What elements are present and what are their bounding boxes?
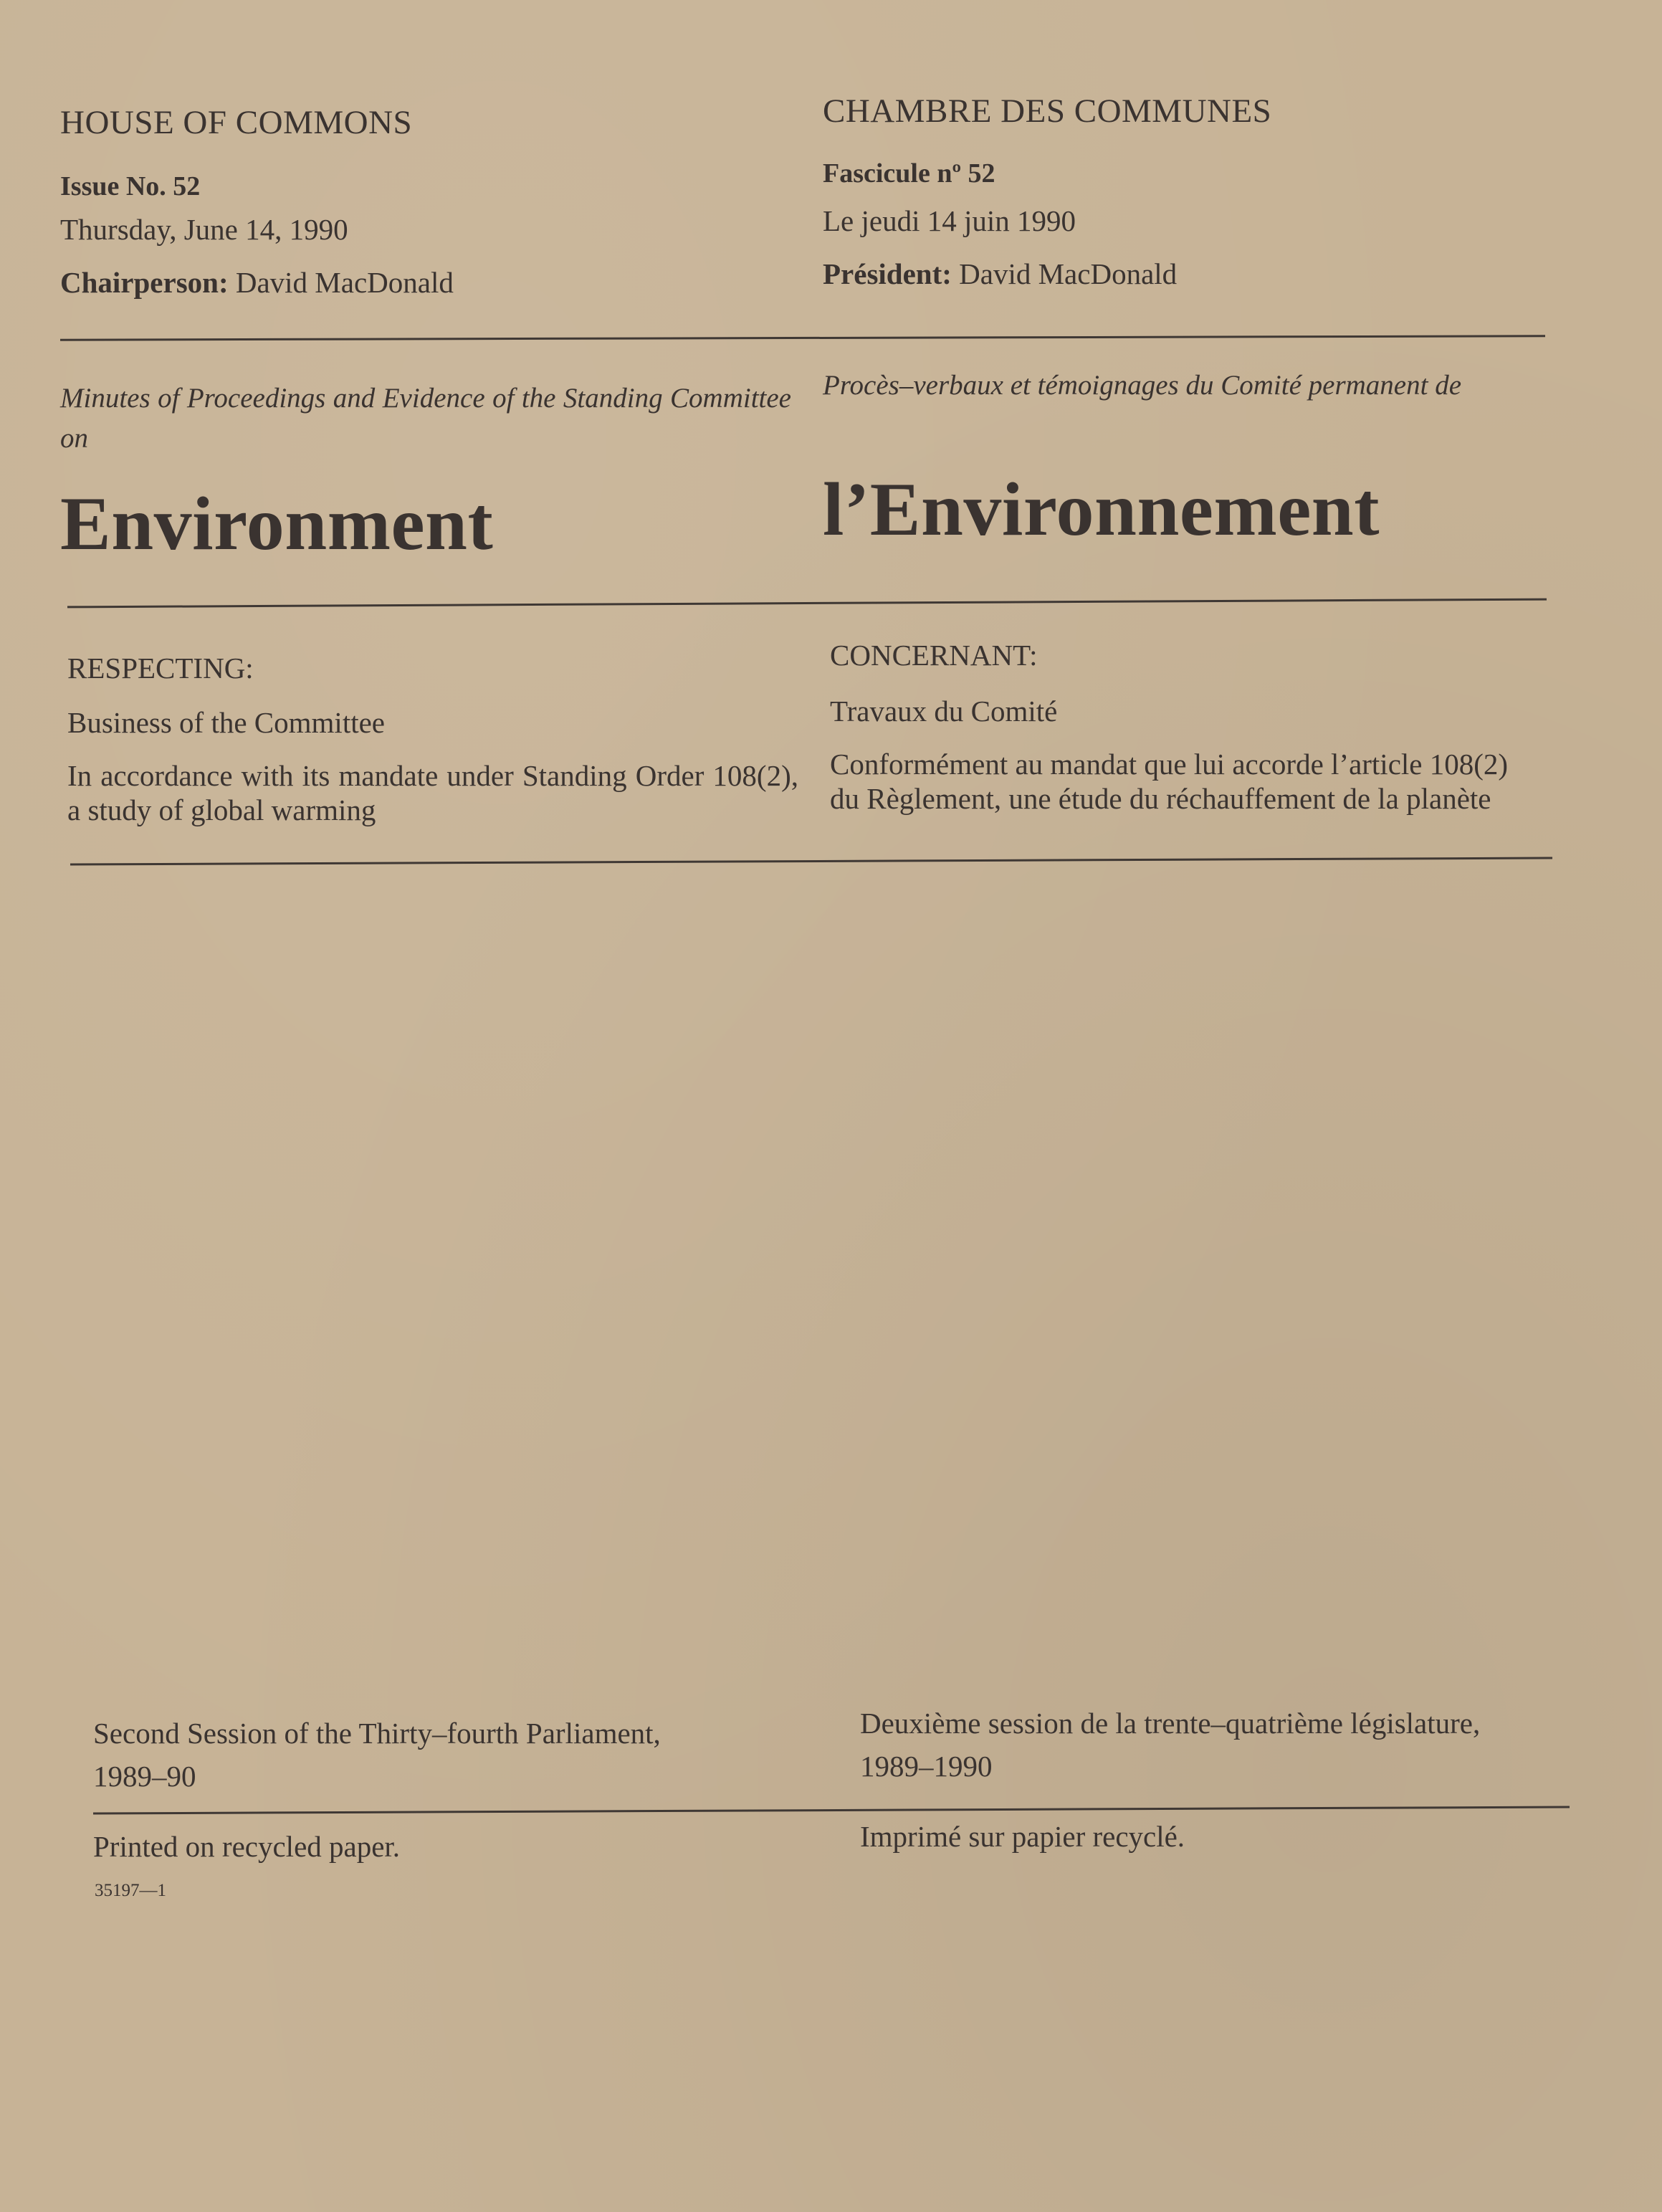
session-line-2-fr: 1989–1990 — [860, 1750, 993, 1783]
issue-number: Issue No. 52 — [60, 171, 201, 201]
fascicule-number: Fascicule nº 52 — [823, 158, 995, 189]
printed-recycled-en: Printed on recycled paper. — [93, 1830, 401, 1863]
president — [823, 257, 1177, 291]
date-fr: Le jeudi 14 juin 1990 — [823, 204, 1076, 237]
travaux-du-comite: Travaux du Comité — [830, 695, 1058, 728]
session-line-2-en: 1989–90 — [93, 1760, 196, 1793]
chairperson-name: David MacDonald — [235, 266, 454, 299]
president-label: Président: — [823, 257, 952, 290]
header-divider — [60, 335, 1545, 340]
chairperson-label: Chairperson: — [60, 266, 229, 299]
respecting-label: RESPECTING: — [67, 652, 254, 685]
mandat-line-1: Conformément au mandat que lui accorde l’article 108(2) — [830, 748, 1509, 781]
chambre-des-communes-heading: CHAMBRE DES COMMUNES — [823, 92, 1272, 130]
committee-title-en: Environment — [60, 482, 494, 566]
president-name: David MacDonald — [959, 257, 1178, 290]
title-divider — [67, 599, 1547, 609]
chairperson — [60, 265, 454, 300]
global-warming-study: In accordance with its mandate under Standing Order 108(2), a study of global warming — [67, 759, 798, 826]
proces-verbaux-intro: Procès–verbaux et témoignages du Comité permanent de — [823, 370, 1462, 401]
committee-title-fr: l’Environnement — [823, 467, 1380, 551]
footer-divider — [93, 1806, 1570, 1815]
session-line-1-en: Second Session of the Thirty–fourth Parliament, — [93, 1717, 661, 1750]
mandat-line-2: du Règlement, une étude du réchauffement de la planète — [830, 782, 1491, 815]
print-code: 35197—1 — [95, 1881, 166, 1900]
printed-recycled-fr: Imprimé sur papier recyclé. — [860, 1820, 1185, 1853]
meeting-date: Thursday, June 14, 1990 — [60, 213, 348, 246]
subject-divider — [70, 857, 1552, 865]
business-of-committee: Business of the Committee — [67, 706, 385, 739]
house-of-commons-heading: HOUSE OF COMMONS — [60, 104, 413, 141]
session-line-1-fr: Deuxième session de la trente–quatrième législature, — [860, 1707, 1481, 1740]
minutes-intro: Minutes of Proceedings and Evidence of the Standing Committee on — [60, 383, 791, 454]
concernant-label: CONCERNANT: — [830, 639, 1038, 672]
